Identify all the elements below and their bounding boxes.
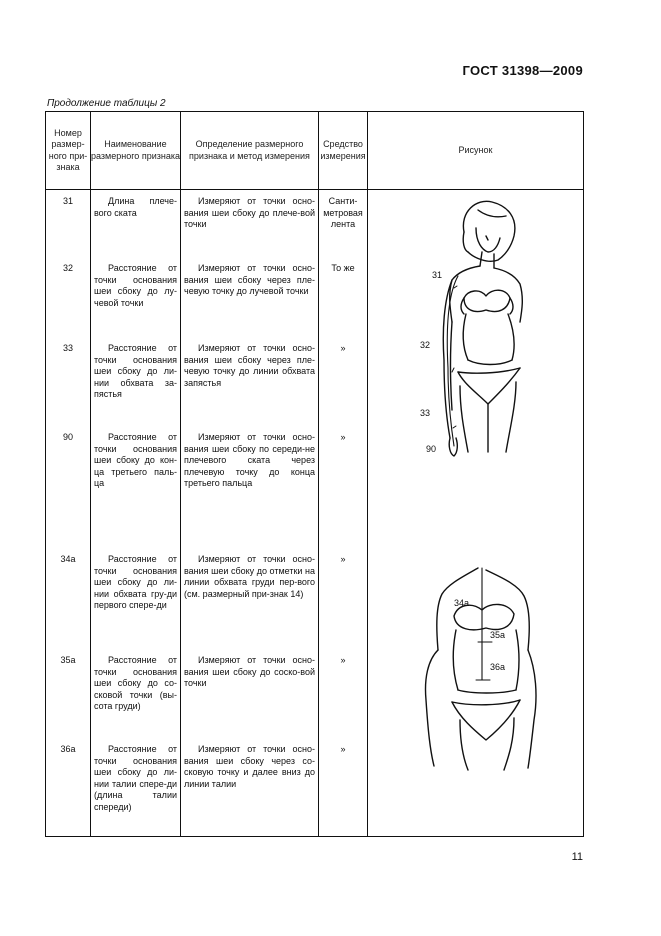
row-32-name: Расстояние от точки основания шеи сбоку до лу-чевой точки: [94, 263, 177, 308]
figure-illustrations: [368, 190, 584, 836]
row-34a-definition: Измеряют от точки осно-вания шеи сбоку до отметки на линии обхвата груди пер-вого (см. размерный при-знак 14): [184, 554, 315, 599]
measurement-table: [45, 111, 584, 837]
definition-column: [181, 190, 319, 837]
row-35a-number: 35а: [60, 655, 76, 665]
figure-2-label-34a-text: 34а: [454, 598, 470, 608]
figure-2-label-35a: 35а: [490, 630, 506, 640]
row-34a-number: 34а: [60, 554, 76, 564]
header-name: Наименование размерного признака: [91, 112, 181, 190]
table-caption: Продолжение таблицы 2: [47, 98, 166, 109]
row-33-number: 33: [62, 343, 73, 353]
row-33-tool: »: [340, 343, 346, 353]
row-35a-name: Расстояние от точки основания шеи сбоку до со-сковой точки (вы-сота груди): [94, 655, 177, 711]
row-31-definition: Измеряют от точки осно-вания шеи сбоку до плече-вой точки: [184, 196, 315, 229]
row-35a-definition: Измеряют от точки осно-вания шеи сбоку до соско-вой точки: [184, 655, 315, 688]
figure-2-label-36a: 36а: [490, 662, 506, 672]
row-31-tool: Санти-метровая лента: [323, 196, 363, 229]
row-36a-tool: »: [340, 744, 346, 754]
figure-1-label-31: 31: [432, 270, 443, 280]
figure-column: [368, 190, 584, 837]
header-definition: Определение размерного признака и метод измерения: [181, 112, 319, 190]
page-number: 11: [571, 851, 583, 863]
row-33-definition: Измеряют от точки осно-вания шеи сбоку через пле-чевую точку до линии обхвата запястья: [184, 343, 315, 388]
header-number: Номер размер-ного при-знака: [46, 112, 91, 190]
row-34a-name: Расстояние от точки основания шеи сбоку до ли-нии обхвата гру-ди первого спере-ди: [94, 554, 177, 610]
figure-1-label-90: 90: [426, 444, 437, 454]
row-90-definition: Измеряют от точки осно-вания шеи сбоку по середи-не плечевого ската через плечевую точку до конца третьего пальца: [184, 432, 315, 488]
row-36a-number: 36а: [60, 744, 76, 754]
figure-1-body: [443, 201, 522, 456]
row-33-name: Расстояние от точки основания шеи сбоку до ли-нии обхвата за-пястья: [94, 343, 177, 399]
name-column: [91, 190, 181, 837]
header-tool: Средство измерения: [319, 112, 368, 190]
row-36a-definition: Измеряют от точки осно-вания шеи сбоку через со-сковую точку и далее вниз до линии талии: [184, 744, 315, 789]
row-90-name: Расстояние от точки основания шеи сбоку до кон-ца третьего паль-ца: [94, 432, 177, 488]
row-90-number: 90: [62, 432, 73, 442]
figure-2-body: [426, 568, 537, 770]
row-34a-tool: »: [340, 554, 346, 564]
figure-1-label-32: 32: [420, 340, 431, 350]
row-31-name: Длина плече-вого ската: [94, 196, 177, 218]
row-32-definition: Измеряют от точки осно-вания шеи сбоку через пле-чевую точку до лучевой точки: [184, 263, 315, 296]
row-31-number: 31: [62, 196, 73, 206]
tool-column: [319, 190, 368, 837]
figure-1-label-33: 33: [420, 408, 431, 418]
row-32-number: 32: [62, 263, 73, 273]
table-header-row: [46, 112, 584, 190]
row-35a-tool: »: [340, 655, 346, 665]
row-36a-name: Расстояние от точки основания шеи сбоку до ли-нии талии спере-ди (длина талии спереди): [94, 744, 177, 812]
number-column: [46, 190, 91, 837]
header-figure: Рисунок: [368, 112, 584, 190]
standard-header: ГОСТ 31398—2009: [462, 63, 583, 78]
row-32-tool: То же: [331, 263, 355, 273]
row-90-tool: »: [340, 432, 346, 442]
